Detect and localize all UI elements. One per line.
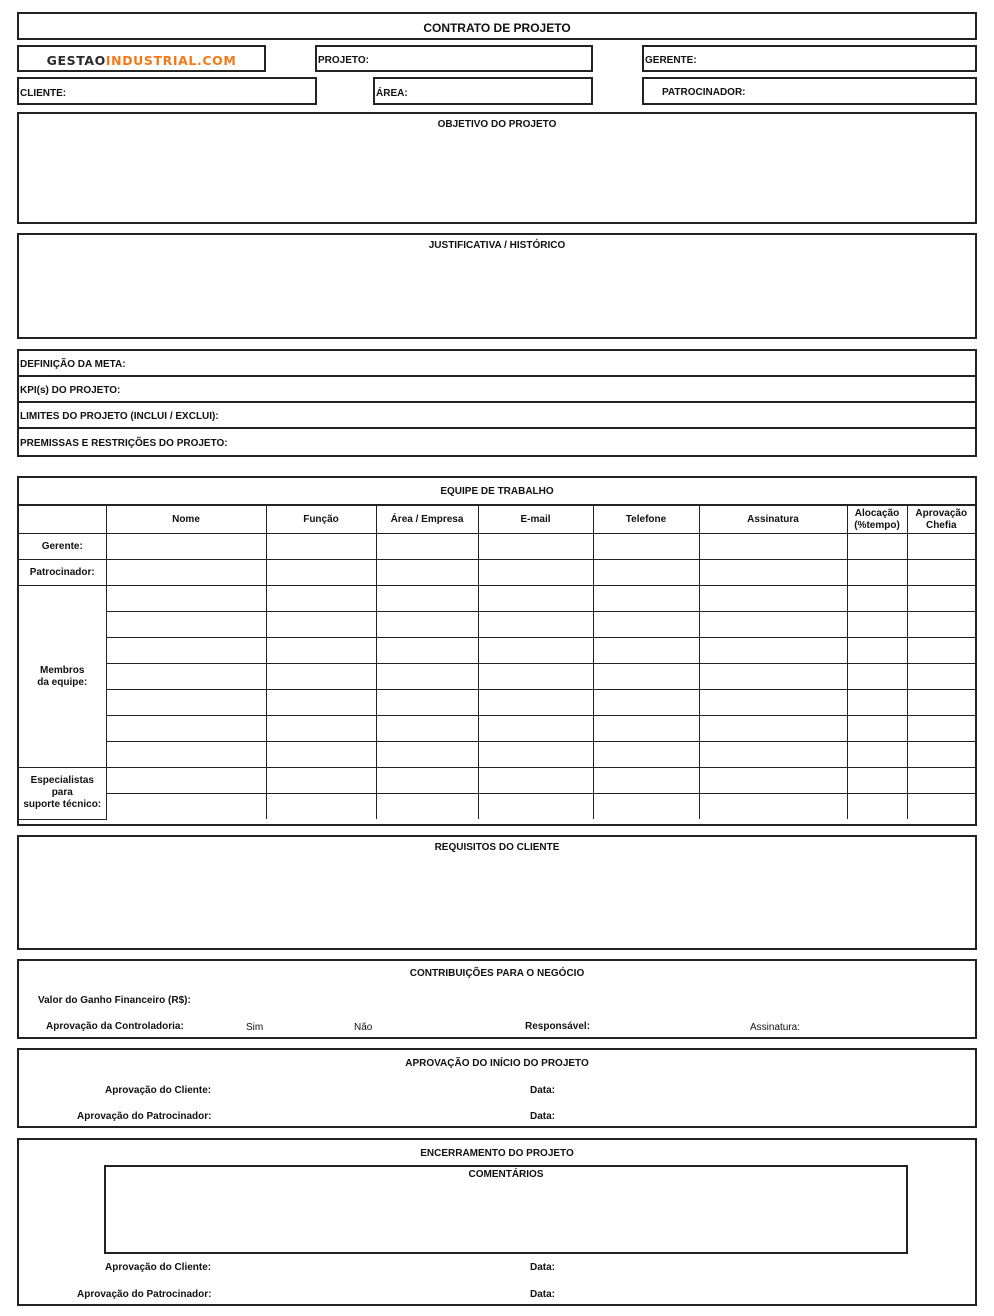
- requisitos-title: REQUISITOS DO CLIENTE: [434, 842, 560, 853]
- table-cell[interactable]: [266, 794, 376, 820]
- table-cell[interactable]: [847, 742, 907, 768]
- table-cell[interactable]: [376, 794, 478, 820]
- table-cell[interactable]: [699, 742, 847, 768]
- table-cell[interactable]: [907, 560, 975, 586]
- table-cell[interactable]: [478, 664, 593, 690]
- col-header-aprovacao-line2: Chefia: [925, 519, 957, 531]
- objetivo-textarea[interactable]: [19, 134, 975, 222]
- encerramento-patrocinador-data-input[interactable]: [564, 1287, 764, 1301]
- col-header-aprovacao-line1: Aprovação: [915, 507, 968, 519]
- kpi-input[interactable]: [129, 383, 959, 397]
- table-cell[interactable]: [106, 638, 266, 664]
- table-cell[interactable]: [478, 612, 593, 638]
- col-header-funcao: Função: [266, 505, 376, 534]
- team-section: [17, 476, 977, 826]
- team-row-gerente: [19, 534, 975, 560]
- comentarios-textarea[interactable]: [106, 1183, 906, 1252]
- table-cell[interactable]: [847, 716, 907, 742]
- table-cell[interactable]: [847, 560, 907, 586]
- projeto-input[interactable]: [373, 53, 583, 67]
- table-cell[interactable]: [478, 742, 593, 768]
- table-cell[interactable]: [478, 638, 593, 664]
- table-cell[interactable]: [106, 768, 266, 794]
- meta-input[interactable]: [134, 357, 964, 371]
- row-label-patrocinador: Patrocinador:: [19, 560, 106, 586]
- table-cell[interactable]: [478, 716, 593, 742]
- aprovacao-patrocinador-data-input[interactable]: [564, 1109, 764, 1123]
- ganho-financeiro-input[interactable]: [204, 993, 504, 1007]
- encerramento-cliente-input[interactable]: [219, 1260, 509, 1274]
- team-row-especialista: [19, 794, 975, 820]
- table-cell[interactable]: [699, 794, 847, 820]
- comentarios-title: COMENTÁRIOS: [468, 1169, 544, 1180]
- table-cell[interactable]: [478, 690, 593, 716]
- table-cell[interactable]: [106, 794, 266, 820]
- responsavel-input[interactable]: [599, 1019, 739, 1033]
- table-cell[interactable]: [478, 794, 593, 820]
- table-cell[interactable]: [266, 742, 376, 768]
- table-cell[interactable]: [593, 612, 699, 638]
- encerramento-patrocinador-data-label: Data:: [530, 1289, 556, 1300]
- comentarios-box: [104, 1165, 908, 1254]
- table-cell[interactable]: [266, 716, 376, 742]
- col-header-assinatura: Assinatura: [699, 505, 847, 534]
- team-row-membro: [19, 638, 975, 664]
- justificativa-section: [17, 233, 977, 339]
- table-cell[interactable]: [699, 534, 847, 560]
- table-cell[interactable]: [376, 586, 478, 612]
- controladoria-label: Aprovação da Controladoria:: [46, 1021, 184, 1032]
- col-header-aprovacao-chefia: [907, 505, 975, 534]
- gerente-input[interactable]: [704, 53, 964, 67]
- projeto-field[interactable]: [315, 45, 593, 72]
- team-row-membro: [19, 716, 975, 742]
- table-cell[interactable]: [376, 560, 478, 586]
- table-cell[interactable]: [847, 794, 907, 820]
- table-cell[interactable]: [376, 768, 478, 794]
- table-cell[interactable]: [266, 534, 376, 560]
- table-cell[interactable]: [106, 664, 266, 690]
- team-row-membro: [19, 586, 975, 612]
- col-header-alocacao-line1: Alocação: [854, 507, 900, 519]
- premissas-input[interactable]: [239, 436, 959, 450]
- row-label-especialistas-line1: Especialistas: [30, 775, 94, 787]
- table-cell[interactable]: [266, 560, 376, 586]
- table-cell[interactable]: [478, 768, 593, 794]
- area-label: ÁREA:: [376, 88, 408, 99]
- team-header-blank: [19, 505, 106, 534]
- encerramento-cliente-label: Aprovação do Cliente:: [105, 1262, 212, 1273]
- assinatura-label: Assinatura:: [750, 1022, 801, 1033]
- gerente-label: GERENTE:: [645, 55, 697, 66]
- table-cell[interactable]: [106, 742, 266, 768]
- team-row-especialista: [19, 768, 975, 794]
- patrocinador-label: PATROCINADOR:: [662, 87, 746, 98]
- table-cell[interactable]: [478, 534, 593, 560]
- col-header-telefone: Telefone: [593, 505, 699, 534]
- table-cell[interactable]: [907, 638, 975, 664]
- projeto-label: PROJETO:: [318, 55, 369, 66]
- table-cell[interactable]: [376, 638, 478, 664]
- team-row-patrocinador: [19, 560, 975, 586]
- table-cell[interactable]: [376, 534, 478, 560]
- table-cell[interactable]: [847, 534, 907, 560]
- table-cell[interactable]: [699, 768, 847, 794]
- kpi-row[interactable]: [19, 377, 975, 403]
- table-cell[interactable]: [376, 742, 478, 768]
- table-cell[interactable]: [907, 664, 975, 690]
- table-cell[interactable]: [847, 612, 907, 638]
- patrocinador-input[interactable]: [754, 85, 969, 99]
- patrocinador-field[interactable]: [642, 77, 977, 105]
- col-header-area-empresa: Área / Empresa: [376, 505, 478, 534]
- team-title: EQUIPE DE TRABALHO: [440, 486, 554, 497]
- encerramento-title: ENCERRAMENTO DO PROJETO: [420, 1148, 574, 1159]
- kpi-label: KPI(s) DO PROJETO:: [20, 385, 121, 396]
- controladoria-sim-option[interactable]: Sim: [246, 1022, 264, 1033]
- table-cell[interactable]: [106, 586, 266, 612]
- company-logo: [19, 53, 264, 68]
- gerente-field[interactable]: [642, 45, 977, 72]
- row-label-gerente: Gerente:: [19, 534, 106, 560]
- aprovacao-cliente-label: Aprovação do Cliente:: [105, 1085, 212, 1096]
- logo-text-accent: INDUSTRIAL.COM: [105, 53, 237, 68]
- table-cell[interactable]: [593, 716, 699, 742]
- meta-label: DEFINIÇÃO DA META:: [20, 359, 126, 370]
- row-label-membros-line2: da equipe:: [37, 676, 88, 688]
- table-cell[interactable]: [106, 716, 266, 742]
- justificativa-textarea[interactable]: [19, 255, 975, 337]
- table-cell[interactable]: [699, 690, 847, 716]
- aprovacao-cliente-data-input[interactable]: [564, 1083, 764, 1097]
- table-cell[interactable]: [699, 638, 847, 664]
- document-title-box: [17, 12, 977, 40]
- aprovacao-patrocinador-data-label: Data:: [530, 1111, 556, 1122]
- table-cell[interactable]: [907, 716, 975, 742]
- premissas-row[interactable]: [19, 429, 975, 457]
- limites-row[interactable]: [19, 403, 975, 429]
- encerramento-cliente-data-label: Data:: [530, 1262, 556, 1273]
- table-cell[interactable]: [847, 664, 907, 690]
- row-label-especialistas-line2: para: [51, 787, 73, 799]
- objetivo-title: OBJETIVO DO PROJETO: [437, 119, 557, 130]
- table-cell[interactable]: [699, 612, 847, 638]
- table-cell[interactable]: [106, 560, 266, 586]
- aprovacao-cliente-input[interactable]: [219, 1083, 509, 1097]
- cliente-label: CLIENTE:: [20, 88, 67, 99]
- table-cell[interactable]: [593, 586, 699, 612]
- table-cell[interactable]: [847, 638, 907, 664]
- table-cell[interactable]: [376, 612, 478, 638]
- area-field[interactable]: [373, 77, 593, 105]
- premissas-label: PREMISSAS E RESTRIÇÕES DO PROJETO:: [20, 438, 228, 449]
- table-cell[interactable]: [376, 690, 478, 716]
- col-header-nome: Nome: [106, 505, 266, 534]
- table-cell[interactable]: [478, 560, 593, 586]
- table-cell[interactable]: [907, 586, 975, 612]
- team-header-row: [19, 505, 975, 534]
- col-header-email: E-mail: [478, 505, 593, 534]
- aprovacao-patrocinador-label: Aprovação do Patrocinador:: [77, 1111, 212, 1122]
- table-cell[interactable]: [266, 638, 376, 664]
- requisitos-textarea[interactable]: [19, 857, 975, 948]
- team-row-membro: [19, 664, 975, 690]
- row-label-membros: [19, 586, 106, 768]
- row-label-membros-line1: Membros: [40, 664, 85, 676]
- aprovacao-inicio-title: APROVAÇÃO DO INÍCIO DO PROJETO: [405, 1058, 589, 1069]
- encerramento-patrocinador-input[interactable]: [219, 1287, 509, 1301]
- table-cell[interactable]: [376, 716, 478, 742]
- team-table: [19, 504, 975, 820]
- document-title: CONTRATO DE PROJETO: [423, 21, 571, 35]
- table-cell[interactable]: [478, 586, 593, 612]
- limites-input[interactable]: [229, 409, 959, 423]
- justificativa-title: JUSTIFICATIVA / HISTÓRICO: [428, 240, 566, 251]
- limites-label: LIMITES DO PROJETO (INCLUI / EXCLUI):: [20, 411, 219, 422]
- row-label-especialistas: [19, 768, 106, 820]
- team-row-membro: [19, 690, 975, 716]
- table-cell[interactable]: [106, 690, 266, 716]
- contribuicoes-section: [17, 959, 977, 1039]
- team-row-membro: [19, 742, 975, 768]
- table-cell[interactable]: [907, 742, 975, 768]
- responsavel-label: Responsável:: [525, 1021, 591, 1032]
- requisitos-section: [17, 835, 977, 950]
- table-cell[interactable]: [593, 690, 699, 716]
- aprovacao-cliente-data-label: Data:: [530, 1085, 556, 1096]
- cliente-field[interactable]: [17, 77, 317, 105]
- table-cell[interactable]: [593, 638, 699, 664]
- cliente-input[interactable]: [74, 86, 309, 100]
- table-cell[interactable]: [593, 664, 699, 690]
- table-cell[interactable]: [106, 534, 266, 560]
- encerramento-section: [17, 1138, 977, 1306]
- table-cell[interactable]: [376, 664, 478, 690]
- ganho-financeiro-label: Valor do Ganho Financeiro (R$):: [38, 995, 191, 1006]
- criteria-section: [17, 349, 977, 457]
- table-cell[interactable]: [266, 612, 376, 638]
- logo-box: [17, 45, 266, 72]
- table-cell[interactable]: [907, 794, 975, 820]
- aprovacao-patrocinador-input[interactable]: [219, 1109, 509, 1123]
- table-cell[interactable]: [847, 768, 907, 794]
- table-cell[interactable]: [593, 742, 699, 768]
- encerramento-cliente-data-input[interactable]: [564, 1260, 764, 1274]
- table-cell[interactable]: [847, 690, 907, 716]
- table-cell[interactable]: [907, 690, 975, 716]
- table-cell[interactable]: [847, 586, 907, 612]
- table-cell[interactable]: [699, 586, 847, 612]
- meta-row[interactable]: [19, 351, 975, 377]
- table-cell[interactable]: [699, 716, 847, 742]
- area-input[interactable]: [415, 86, 585, 100]
- aprovacao-inicio-section: [17, 1048, 977, 1128]
- table-cell[interactable]: [699, 664, 847, 690]
- col-header-alocacao-line2: (%tempo): [854, 519, 900, 531]
- table-cell[interactable]: [106, 612, 266, 638]
- objetivo-section: [17, 112, 977, 224]
- table-cell[interactable]: [907, 612, 975, 638]
- table-cell[interactable]: [593, 794, 699, 820]
- table-cell[interactable]: [266, 586, 376, 612]
- controladoria-nao-option[interactable]: Não: [354, 1022, 373, 1033]
- table-cell[interactable]: [593, 560, 699, 586]
- logo-text-dark: GESTAO: [46, 53, 106, 68]
- table-cell[interactable]: [907, 768, 975, 794]
- table-cell[interactable]: [699, 560, 847, 586]
- row-label-especialistas-line3: suporte técnico:: [23, 799, 102, 811]
- team-row-membro: [19, 612, 975, 638]
- table-cell[interactable]: [266, 690, 376, 716]
- table-cell[interactable]: [266, 768, 376, 794]
- table-cell[interactable]: [593, 534, 699, 560]
- col-header-alocacao: [847, 505, 907, 534]
- table-cell[interactable]: [266, 664, 376, 690]
- table-cell[interactable]: [593, 768, 699, 794]
- encerramento-patrocinador-label: Aprovação do Patrocinador:: [77, 1289, 212, 1300]
- table-cell[interactable]: [907, 534, 975, 560]
- contribuicoes-title: CONTRIBUIÇÕES PARA O NEGÓCIO: [409, 968, 585, 979]
